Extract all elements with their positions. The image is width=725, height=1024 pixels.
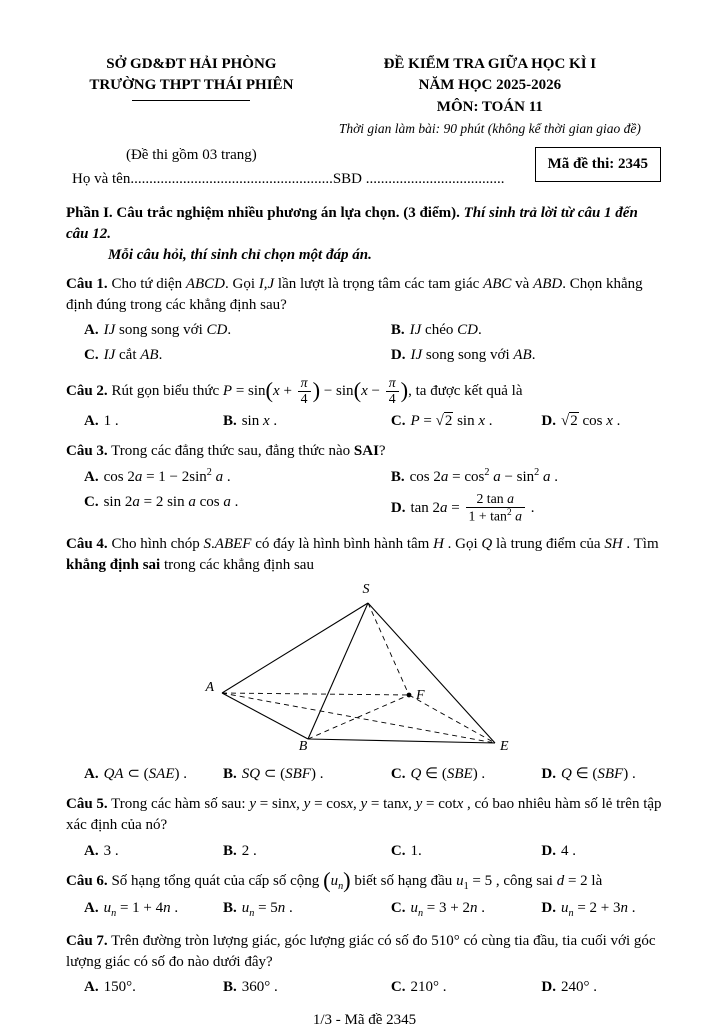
option-d (541, 762, 663, 787)
option-letter: C. (390, 900, 406, 917)
option-text: $u_n = 5n$ . (241, 900, 293, 920)
school-name: TRƯỜNG THPT THÁI PHIÊN (89, 77, 294, 94)
option-text: 1 . (103, 412, 119, 429)
option-b (391, 318, 663, 343)
option-letter: C. (84, 347, 99, 364)
question-6 (66, 867, 663, 924)
option-letter: B. (222, 842, 237, 859)
option-letter: D. (541, 842, 556, 859)
option-letter: B. (222, 412, 237, 429)
option-text: $\cos 2a = \cos^2 a - \sin^2 a$ . (409, 467, 558, 486)
option-d (541, 839, 663, 864)
school-year: NĂM HỌC 2025-2026 (418, 77, 562, 94)
option-text: 4 . (560, 842, 576, 859)
option-text: $u_n = 2 + 3n$ . (560, 900, 636, 920)
option-letter: C. (390, 842, 406, 859)
option-text: IJ song song với AB. (410, 347, 536, 364)
option-c (84, 343, 391, 368)
option-b (223, 975, 391, 1000)
option-text: √2 cos x . (560, 412, 621, 429)
part1-title (66, 203, 663, 267)
question-text: Trong các đẳng thức sau, đẳng thức nào SAI? (111, 442, 386, 459)
meta-row (66, 145, 663, 191)
option-letter: C. (390, 412, 406, 429)
option-text: tan 2a = $\frac{\text{2 tan a}}{1 + \tan^2 a}$ . (410, 491, 535, 524)
question-5-stem (66, 794, 663, 837)
option-letter: C. (390, 979, 406, 996)
option-letter: D. (541, 900, 556, 917)
option-text: 2 . (241, 842, 257, 859)
option-text: 1. (410, 842, 422, 859)
option-text: QA ⊂ (SAE) . (103, 765, 187, 782)
question-text: Trong các hàm số sau: y = sinx, y = cosx, y = tanx, y = cotx , có bao nhiêu hàm số lẻ trên tập xác định của nó? (66, 795, 662, 834)
question-number: Câu 3. (66, 442, 108, 459)
question-number: Câu 7. (66, 932, 108, 949)
option-b (223, 839, 391, 864)
point-f-dot (406, 693, 411, 698)
exam-title: ĐỀ KIỂM TRA GIỮA HỌC KÌ I (383, 56, 597, 72)
question-number: Câu 6. (66, 872, 108, 889)
option-letter: C. (390, 765, 406, 782)
diagonal-ae-dashed (222, 693, 495, 743)
edge-sf-dashed (368, 603, 409, 695)
option-text: 210° . (410, 979, 447, 996)
pages-note: (Đề thi gồm 03 trang) (125, 147, 257, 164)
option-letter: A. (84, 469, 99, 486)
question-6-stem (66, 867, 663, 894)
question-2 (66, 376, 663, 434)
option-letter: A. (84, 900, 99, 917)
option-text: $u_n = 1 + 4n$ . (103, 900, 179, 920)
option-letter: B. (222, 979, 237, 996)
edge-ab (222, 693, 308, 739)
question-3-options (84, 464, 663, 527)
option-letter: D. (541, 412, 556, 429)
question-6-options (84, 896, 663, 923)
name-sbd-line: Họ và tên......................................................SBD ..................................... (72, 171, 505, 188)
option-a (84, 318, 391, 343)
question-text: Cho tứ diện ABCD. Gọi I,J lần lượt là trọng tâm các tam giác ABC và ABD. Chọn khẳng định đúng trong các khẳng định sau? (66, 275, 643, 313)
option-text: $u_n = 3 + 2n$ . (410, 900, 485, 920)
option-c (391, 409, 542, 434)
option-b (223, 762, 391, 787)
page-footer: 1/3 - Mã đề 2345 (312, 1011, 417, 1024)
question-2-options (84, 409, 663, 434)
question-7 (66, 931, 663, 1001)
question-4-options (84, 762, 663, 787)
subject: MÔN: TOÁN 11 (436, 98, 543, 115)
option-c (391, 975, 542, 1000)
question-text: Cho hình chóp S.ABEF có đáy là hình bình hành tâm H . Gọi Q là trung điểm của SH . Tìm khẳng định sai trong các khẳng định sau (66, 535, 659, 574)
option-letter: A. (84, 842, 99, 859)
option-letter: D. (390, 347, 406, 364)
option-text: SQ ⊂ (SBF) . (241, 765, 324, 782)
option-text: $\cos 2a = 1 - 2\sin^2$ a . (103, 467, 231, 486)
pyramid-figure (66, 581, 663, 758)
department-name: SỞ GD&ĐT HẢI PHÒNG (106, 56, 277, 72)
question-1-stem (66, 274, 663, 317)
option-a (84, 464, 391, 490)
option-c (391, 839, 542, 864)
option-letter: A. (84, 322, 99, 339)
option-c (84, 490, 391, 526)
edge-be (308, 739, 495, 743)
option-letter: D. (541, 979, 556, 996)
option-letter: A. (84, 412, 99, 429)
question-number: Câu 4. (66, 535, 108, 552)
question-3-stem (66, 441, 663, 462)
option-letter: C. (84, 494, 99, 511)
option-d (541, 975, 663, 1000)
option-text: IJ cắt AB. (103, 347, 163, 364)
pyramid-svg (200, 581, 530, 755)
header-right (317, 54, 663, 138)
vertex-label-s: S (362, 582, 369, 598)
question-7-stem (66, 931, 663, 974)
option-a (84, 762, 223, 787)
option-text: IJ song song với CD. (103, 322, 232, 339)
option-c (391, 896, 542, 923)
question-number: Câu 1. (66, 275, 108, 292)
question-text: Số hạng tổng quát của cấp số cộng $(u_n)$ biết số hạng đầu $u_1 = 5$ , công sai d = 2 là (111, 867, 603, 893)
option-d (541, 409, 663, 434)
option-letter: D. (541, 765, 556, 782)
option-letter: B. (222, 900, 237, 917)
option-text: Q ∈ (SBE) . (410, 765, 486, 782)
option-letter: B. (222, 765, 237, 782)
option-letter: D. (390, 500, 406, 517)
edge-sb (308, 603, 368, 739)
option-text: IJ chéo CD. (409, 322, 482, 339)
vertex-label-a: A (204, 680, 214, 696)
question-4 (66, 534, 663, 787)
option-a (84, 839, 223, 864)
option-a (84, 975, 223, 1000)
vertex-label-e: E (499, 739, 509, 755)
option-text: Q ∈ (SBF) . (560, 765, 636, 782)
option-a (84, 896, 223, 923)
option-text: sin x . (241, 412, 278, 429)
option-b (223, 409, 391, 434)
duration-note: Thời gian làm bài: 90 phút (không kể thời gian giao đề) (338, 120, 641, 136)
option-letter: A. (84, 979, 99, 996)
option-c (391, 762, 542, 787)
diagonal-bf-dashed (308, 695, 409, 739)
exam-code-box: Mã đề thi: 2345 (535, 147, 661, 182)
question-text: Trên đường tròn lượng giác, góc lượng giác có số đo 510° có cùng tia đầu, tia cuối với góc lượng giác có số đo nào dưới đây? (66, 932, 656, 971)
question-5 (66, 794, 663, 864)
part1-subtitle: Mỗi câu hỏi, thí sinh chỉ chọn một đáp án. (108, 247, 372, 264)
option-text: P = √2 sin x . (410, 412, 493, 429)
vertex-label-f: F (415, 688, 425, 704)
header (66, 54, 663, 138)
option-letter: B. (390, 469, 405, 486)
option-d (391, 490, 663, 526)
option-d (391, 343, 663, 368)
question-number: Câu 2. (66, 382, 108, 399)
question-7-options (84, 975, 663, 1000)
option-a (84, 409, 223, 434)
question-text: Rút gọn biểu thức P = sin(x + $\frac{\pi}{4}$ ) − sin(x − $\frac{\pi}{4}$ ), ta được kết quả là (111, 374, 523, 406)
question-4-stem (66, 534, 663, 577)
question-3 (66, 441, 663, 527)
edge-af-dashed (222, 693, 409, 695)
option-letter: A. (84, 765, 99, 782)
option-b (391, 464, 663, 490)
question-number: Câu 5. (66, 795, 108, 812)
header-left (66, 54, 317, 138)
option-b (223, 896, 391, 923)
option-d (541, 896, 663, 923)
question-1 (66, 274, 663, 369)
part1-title-bold: Phần I. Câu trắc nghiệm nhiều phương án lựa chọn. (3 điểm). (66, 204, 460, 221)
header-underline (132, 99, 250, 101)
edge-sa (222, 603, 368, 693)
option-text: sin 2a = 2 sin a cos a . (103, 494, 239, 511)
option-text: 360° . (241, 979, 278, 996)
part1-title-italic: Thí sinh trả lời từ câu 1 đến câu 12. (66, 204, 638, 242)
question-5-options (84, 839, 663, 864)
option-text: 240° . (560, 979, 597, 996)
vertex-label-b: B (298, 739, 307, 755)
question-1-options (84, 318, 663, 369)
option-text: 150°. (103, 979, 136, 996)
option-letter: B. (390, 322, 405, 339)
edge-se (368, 603, 495, 743)
question-2-stem (66, 376, 663, 407)
option-text: 3 . (103, 842, 119, 859)
